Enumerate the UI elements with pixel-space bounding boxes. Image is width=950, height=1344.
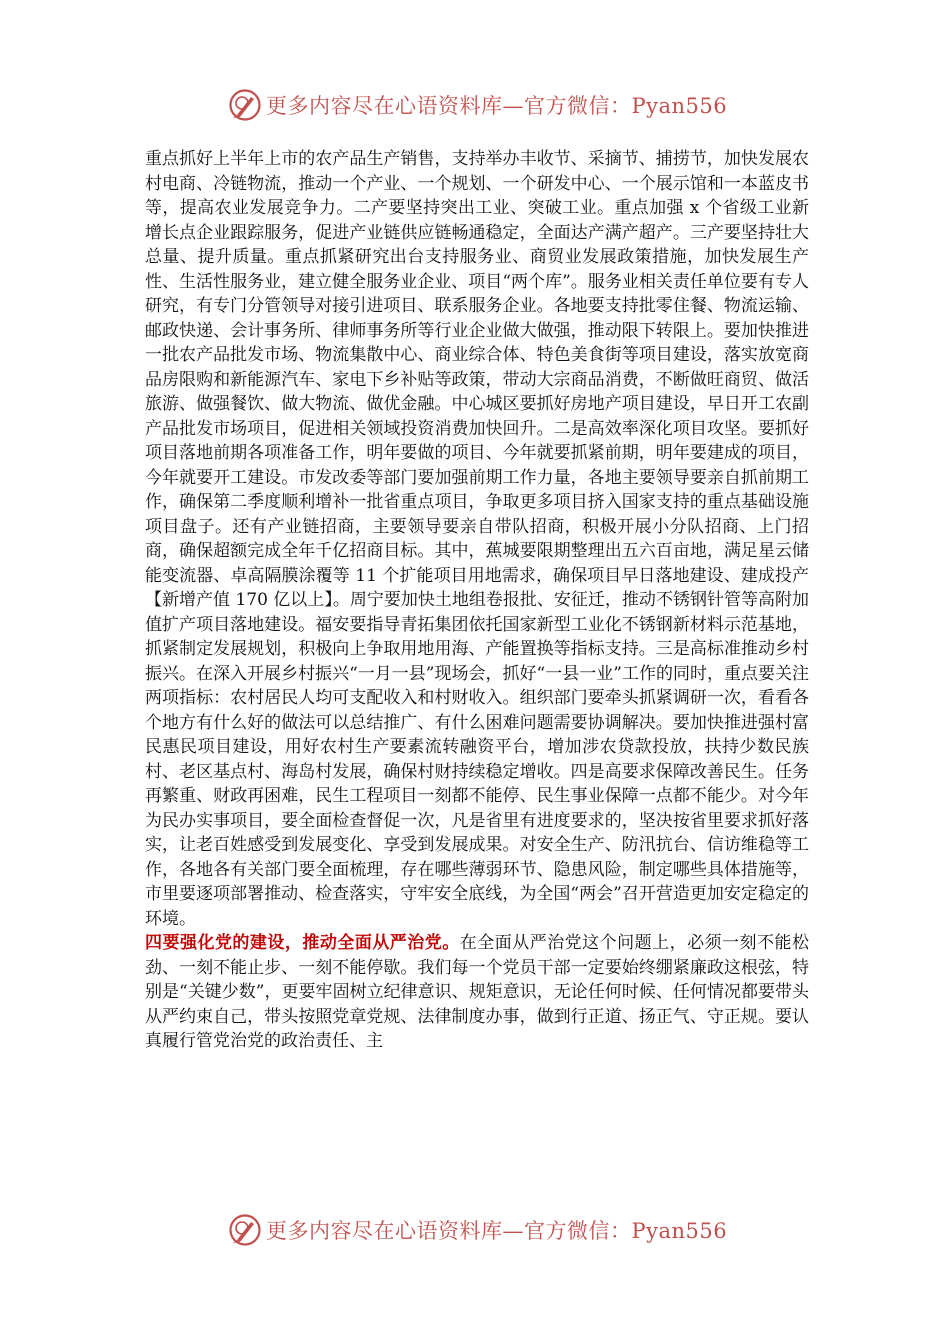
footer-banner-text: 更多内容尽在心语资料库—官方微信：Pyan556 [266,1219,728,1243]
paragraph-2-text: 在全面从严治党这个问题上，必须一刻不能松劲、一刻不能止步、一刻不能停歇。我们每一个党员干部一定要始终绷紧廉政这根弦，特别是“关键少数”，更要牢固树立纪律意识、规矩意识，无论任何时候、任何情况都要带头从严约束自己，带头按照党章党规、法律制度办事，做到行正道、扬正气、守正规。要认真履行管党治党的政治责任、主 [145,933,810,1051]
pen-circle-logo-icon [228,1213,262,1247]
footer-banner [228,1212,748,1248]
header-banner [228,87,748,123]
section-heading: 四要强化党的建设，推动全面从严治党。 [145,933,460,953]
paragraph-1: 重点抓好上半年上市的农产品生产销售，支持举办丰收节、采摘节、捕捞节，加快发展农村电商、冷链物流，推动一个产业、一个规划、一个研发中心、一个展示馆和一本蓝皮书等，提高农业发展竞争力。二产要坚持突出工业、突破工业。重点加强 x 个省级工业新增长点企业跟踪服务，促进产业链供应链畅通稳定，全面达产满产超产。三产要坚持壮大总量、提升质量。重点抓紧研究出台支持服务业、商贸业发展政策措施，加快发展生产性、生活性服务业，建立健全服务业企业、项目“两个库”。服务业相关责任单位要有专人研究，有专门分管领导对接引进项目、联系服务企业。各地要支持批零住餐、物流运输、邮政快递、会计事务所、律师事务所等行业企业做大做强，推动限下转限上。要加快推进一批农产品批发市场、物流集散中心、商业综合体、特色美食街等项目建设，落实放宽商品房限购和新能源汽车、家电下乡补贴等政策，带动大宗商品消费，不断做旺商贸、做活旅游、做强餐饮、做大物流、做优金融。中心城区要抓好房地产项目建设，早日开工农副产品批发市场项目，促进相关领域投资消费加快回升。二是高效率深化项目攻坚。要抓好项目落地前期各项准备工作，明年要做的项目、今年就要抓紧前期，明年要建成的项目，今年就要开工建设。市发改委等部门要加强前期工作力量，各地主要领导要亲自抓前期工作，确保第二季度顺利增补一批省重点项目，争取更多项目挤入国家支持的重点基础设施项目盘子。还有产业链招商，主要领导要亲自带队招商，积极开展小分队招商、上门招商，确保超额完成全年千亿招商目标。其中，蕉城要限期整理出五六百亩地，满足星云储能变流器、卓高隔膜涂覆等 11 个扩能项目用地需求，确保项目早日落地建设、建成投产【新增产值 170 亿以上】。周宁要加快土地组卷报批、安征迁，推动不锈钢针管等高附加值扩产项目落地建设。福安要指导青拓集团依托国家新型工业化不锈钢新材料示范基地，抓紧制定发展规划，积极向上争取用地用海、产能置换等指标支持。三是高标准推动乡村振兴。在深入开展乡村振兴“一月一县”现场会，抓好“一县一业”工作的同时，重点要关注两项指标：农村居民人均可支配收入和村财收入。组织部门要牵头抓紧调研一次，看看各个地方有什么好的做法可以总结推广、有什么困难问题需要协调解决。要加快推进强村富民惠民项目建设，用好农村生产要素流转融资平台，增加涉农贷款投放，扶持少数民族村、老区基点村、海岛村发展，确保村财持续稳定增收。四是高要求保障改善民生。任务再繁重、财政再困难，民生工程项目一刻都不能停、民生事业保障一点都不能少。对今年为民办实事项目，要全面检查督促一次，凡是省里有进度要求的，坚决按省里要求抓好落实，让老百姓感受到发展变化、享受到发展成果。对安全生产、防汛抗台、信访维稳等工作，各地各有关部门要全面梳理，存在哪些薄弱环节、隐患风险，制定哪些具体措施等，市里要逐项部署推动、检查落实，守牢安全底线，为全国“两会”召开营造更加安定稳定的环境。 [145,149,809,929]
header-banner-text: 更多内容尽在心语资料库—官方微信：Pyan556 [266,94,728,118]
paragraph-2 [145,931,809,1054]
document-body [145,147,809,1054]
pen-circle-logo-icon [228,88,262,122]
